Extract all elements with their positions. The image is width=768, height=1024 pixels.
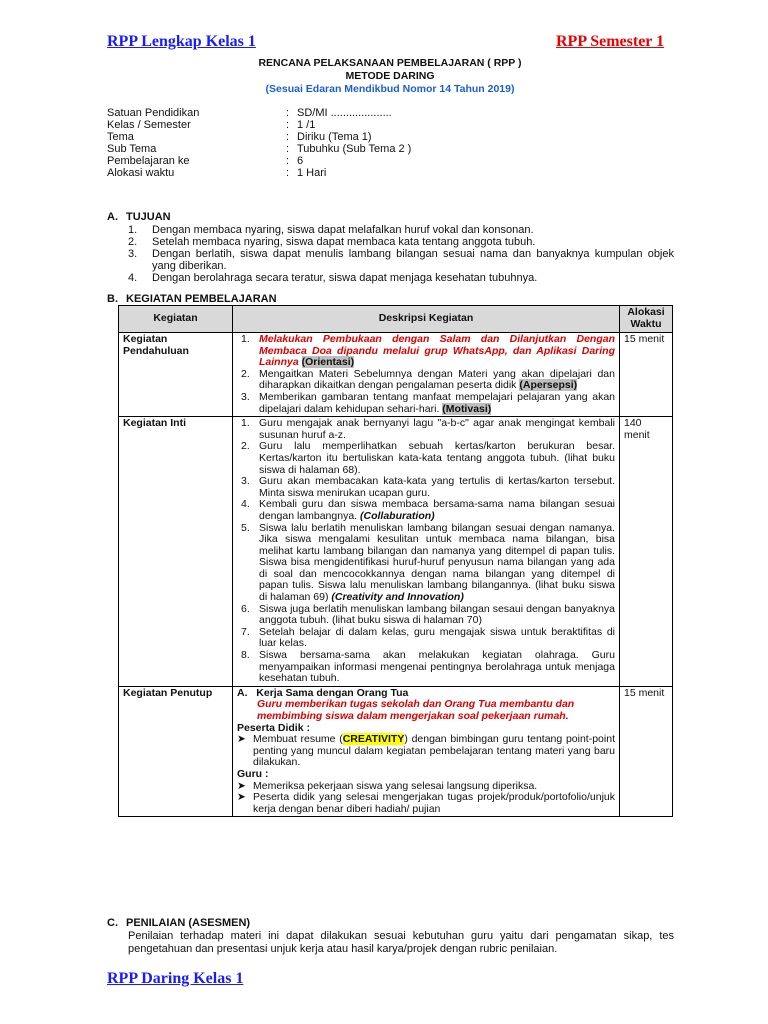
list-item-text: Setelah membaca nyaring, siswa dapat membaca kata tentang anggota tubuh. <box>152 236 536 248</box>
row-label: Kegiatan Inti <box>119 417 233 687</box>
list-item <box>237 792 615 815</box>
list-item-text: Dengan berlatih, siswa dapat menulis lambang bilangan sesuai nama dan banyaknya kumpulan objek yang diberikan. <box>152 248 674 272</box>
col-deskripsi: Deskripsi Kegiatan <box>233 306 620 333</box>
section-penilaian-heading <box>107 917 250 929</box>
activity-table <box>118 305 673 817</box>
penilaian-text: Penilaian terhadap materi ini dapat dilakukan sesuai kebutuhan guru yaitu dari pengamatan sikap, tes pengetahuan dan presentasi unjuk kerja atau hasil karya/projek dengan rubric penilaian. <box>128 930 674 955</box>
rpp-semester-link[interactable]: RPP Semester 1 <box>556 33 665 50</box>
list-item: 4. Dengan berolahraga secara teratur, siswa dapat menjaga kesehatan tubuhnya. <box>128 272 538 284</box>
list-item-text: Setelah belajar di dalam kelas, guru mengajak siswa untuk beraktifitas di luar kelas. <box>259 625 615 650</box>
section-letter: C. <box>107 917 118 929</box>
list-item-text: Peserta didik yang selesai mengerjakan tugas projek/produk/portofolio/unjuk kerja dengan benar diberi hadiah/ pujian <box>253 791 615 815</box>
col-alokasi: Alokasi Waktu <box>620 306 673 333</box>
row-description <box>233 686 620 817</box>
rpp-daring-link[interactable]: RPP Daring Kelas 1 <box>107 970 244 987</box>
list-item-text: Siswa lalu berlatih menuliskan lambang bilangan sesuai dengan namanya. Jika siswa mengalami kesulitan untuk membaca nama bilangan, bisa melihat kartu lambang bilangan dan namanya yang ditempel di papan tulis. Siswa bisa mengidentifikasi huruf-huruf penyusun nama bilangan yang ada di soal dan mencocokkannya dengan nama bilangan yang ditempel di papan tulis. Siswa lalu menuliskan lambang bilangannya. (lihat buku siswa di halaman 69) <box>259 521 615 604</box>
doc-title: RENCANA PELAKSANAAN PEMBELAJARAN ( RPP ) <box>258 57 522 69</box>
sub-title: Kerja Sama dengan Orang Tua <box>256 686 409 699</box>
parent-task-note: Guru memberikan tugas sekolah dan Orang Tua membantu dan membimbing siswa dalam mengerjakan soal pekerjaan rumah. <box>257 698 575 722</box>
list-item-text: Membuat resume ( <box>253 733 343 746</box>
list-item: 7. Setelah belajar di dalam kelas, guru mengajak siswa untuk beraktifitas di luar kelas. <box>241 625 615 650</box>
row-time: 15 menit <box>620 686 673 817</box>
meta-value: Diriku (Tema 1) <box>297 131 372 143</box>
meta-value: 1 /1 <box>297 119 316 131</box>
list-item <box>237 734 615 769</box>
list-item: 5. Siswa lalu berlatih menuliskan lambang bilangan sesuai dengan namanya. Jika siswa mengalami kesulitan untuk membaca nama bilangan, bisa melihat kartu lambang bilangan dan namanya yang ditempel di papan tulis. Siswa bisa mengidentifikasi huruf-huruf penyusun nama bilangan yang ada di soal dan mencocokkannya dengan nama bilangan yang ditempel di papan tulis. Siswa lalu menuliskan lambang bilangannya. (lihat buku siswa di halaman 69) (Creativity and Innovation) <box>241 521 615 604</box>
list-item: 8. Siswa bersama-sama akan melakukan kegiatan olahraga. Guru menyampaikan informasi mengenai pentingnya berolahraga untuk menjaga kesehatan tubuh. <box>241 649 615 685</box>
meta-key: Satuan Pendidikan <box>107 107 200 119</box>
section-title: KEGIATAN PEMBELAJARAN <box>126 293 277 305</box>
row-description <box>233 333 620 417</box>
section-letter: B. <box>107 293 118 305</box>
arrow-bullet-icon: ➤ <box>237 733 246 746</box>
section-letter: A. <box>107 211 118 223</box>
list-item-text: Siswa bersama-sama akan melakukan kegiatan olahraga. Guru menyampaikan informasi mengenai pentingnya berolahraga untuk menjaga kesehatan tubuh. <box>259 649 615 685</box>
list-item: 6. Siswa juga berlatih menuliskan lambang bilangan sesaui dengan banyaknya anggota tubuh. (lihat buku siswa di halaman 70) <box>241 602 615 627</box>
section-tujuan-heading <box>107 211 171 223</box>
list-item: 1. Melakukan Pembukaan dengan Salam dan Dilanjutkan Dengan Membaca Doa dipandu melalui grup WhatsApp, dan Aplikasi Daring Lainnya (Orientasi) <box>241 333 615 369</box>
meta-key: Pembelajaran ke <box>107 155 190 167</box>
meta-colon: : <box>286 131 290 143</box>
apersepsi-tag: (Apersepsi) <box>519 379 578 392</box>
meta-colon: : <box>286 167 290 179</box>
meta-colon: : <box>286 107 290 119</box>
list-item-text: Memeriksa pekerjaan siswa yang selesai langsung diperiksa. <box>253 779 538 792</box>
row-time: 15 menit <box>620 333 673 417</box>
list-item-text: Guru mengajak anak bernyanyi lagu "a-b-c" agar anak mengingat kembali susunan huruf a-z. <box>259 417 615 441</box>
list-item-text: Guru lalu memperlihatkan sebuah kertas/karton berukuran besar. Kertas/karton itu bertuliskan kata-kata tentang anggota tubuh. (lihat buku siswa di halaman 68). <box>259 440 615 476</box>
meta-colon: : <box>286 143 290 155</box>
table-header-row <box>119 306 673 333</box>
meta-value: Tubuhku (Sub Tema 2 ) <box>297 143 412 155</box>
list-item: 2. Mengaitkan Materi Sebelumnya dengan Materi yang akan dipelajari dan diharapkan dikaitkan dengan pengalaman peserta didik (Apersepsi) <box>241 367 615 392</box>
row-label: Kegiatan Pendahuluan <box>119 333 233 417</box>
list-item: 3. Guru akan membacakan kata-kata yang tertulis di kertas/karton tersebut. Minta siswa menirukan ucapan guru. <box>241 475 615 499</box>
creativity-tag: (Creativity and Innovation) <box>331 591 464 604</box>
table-row <box>119 686 673 817</box>
meta-key: Alokasi waktu <box>107 167 175 179</box>
row-time: 140 menit <box>620 417 673 687</box>
row-label: Kegiatan Penutup <box>119 686 233 817</box>
list-item-text: Siswa juga berlatih menuliskan lambang bilangan sesaui dengan banyaknya anggota tubuh. (lihat buku siswa di halaman 70) <box>259 602 615 627</box>
tujuan-list <box>128 224 674 284</box>
meta-colon: : <box>286 119 290 131</box>
list-item: 1. Dengan membaca nyaring, siswa dapat melafalkan huruf vokal dan konsonan. <box>128 224 534 236</box>
section-kegiatan-heading <box>107 293 277 305</box>
meta-value: 6 <box>297 155 304 167</box>
list-item: 2. Guru lalu memperlihatkan sebuah kertas/karton berukuran besar. Kertas/karton itu bertuliskan kata-kata tentang anggota tubuh. (lihat buku siswa di halaman 68). <box>241 440 615 476</box>
list-item-text: Dengan berolahraga secara teratur, siswa dapat menjaga kesehatan tubuhnya. <box>152 272 538 284</box>
rpp-lengkap-link[interactable]: RPP Lengkap Kelas 1 <box>107 33 256 50</box>
meta-value: SD/MI .................... <box>297 107 392 119</box>
list-item: 1. Guru mengajak anak bernyanyi lagu "a-b-c" agar anak mengingat kembali susunan huruf a-z. <box>241 417 615 441</box>
arrow-bullet-icon: ➤ <box>237 791 246 804</box>
list-item-text: Guru akan membacakan kata-kata yang tertulis di kertas/karton tersebut. Minta siswa menirukan ucapan guru. <box>259 475 615 499</box>
list-item: 3. Dengan berlatih, siswa dapat menulis lambang bilangan sesuai nama dan banyaknya kumpulan objek yang diberikan. <box>128 248 674 272</box>
list-item-text: ) dengan bimbingan guru tentang point-point penting yang muncul dalam kegiatan pembelajaran tentang materi yang baru dilakukan. <box>253 733 615 769</box>
meta-key: Kelas / Semester <box>107 119 191 131</box>
table-row <box>119 417 673 687</box>
arrow-bullet-icon: ➤ <box>237 779 246 792</box>
row-description <box>233 417 620 687</box>
motivasi-tag: (Motivasi) <box>442 402 492 415</box>
creativity-highlight: CREATIVITY <box>342 733 405 746</box>
section-title: PENILAIAN (ASESMEN) <box>126 917 251 929</box>
list-item-text: Dengan membaca nyaring, siswa dapat melafalkan huruf vokal dan konsonan. <box>152 224 534 236</box>
collaboration-tag: (Collaburation) <box>360 509 435 522</box>
list-item: 2. Setelah membaca nyaring, siswa dapat membaca kata tentang anggota tubuh. <box>128 236 536 248</box>
list-item: 4. Kembali guru dan siswa membaca bersama-sama nama bilangan sesuai dengan lambangnya. (Collaburation) <box>241 498 615 522</box>
meta-key: Sub Tema <box>107 143 157 155</box>
list-item-text: Mengaitkan Materi Sebelumnya dengan Materi yang akan dipelajari dan diharapkan dikaitkan dengan pengalaman peserta didik <box>259 367 615 392</box>
doc-method: METODE DARING <box>345 70 435 82</box>
section-title: TUJUAN <box>126 211 171 223</box>
list-item-text: Melakukan Pembukaan dengan Salam dan Dilanjutkan Dengan Membaca Doa dipandu melalui grup WhatsApp, dan Aplikasi Daring Lainnya <box>259 333 615 369</box>
col-kegiatan: Kegiatan <box>119 306 233 333</box>
list-item: 3. Memberikan gambaran tentang manfaat mempelajari pelajaran yang akan dipelajari dalam kehidupan sehari-hari. (Motivasi) <box>241 390 615 415</box>
orientasi-tag: (Orientasi) <box>301 356 355 369</box>
table-row <box>119 333 673 417</box>
meta-value: 1 Hari <box>297 167 327 179</box>
list-item-text: Memberikan gambaran tentang manfaat mempelajari pelajaran yang akan dipelajari dalam kehidupan sehari-hari. <box>259 390 615 415</box>
list-item-text: Kembali guru dan siswa membaca bersama-sama nama bilangan sesuai dengan lambangnya. <box>259 498 615 522</box>
guru-label: Guru : <box>237 767 269 780</box>
peserta-label: Peserta Didik : <box>237 721 310 734</box>
doc-reference: (Sesuai Edaran Mendikbud Nomor 14 Tahun 2019) <box>265 83 515 95</box>
sub-letter: A. <box>237 686 248 699</box>
meta-colon: : <box>286 155 290 167</box>
meta-key: Tema <box>107 131 134 143</box>
